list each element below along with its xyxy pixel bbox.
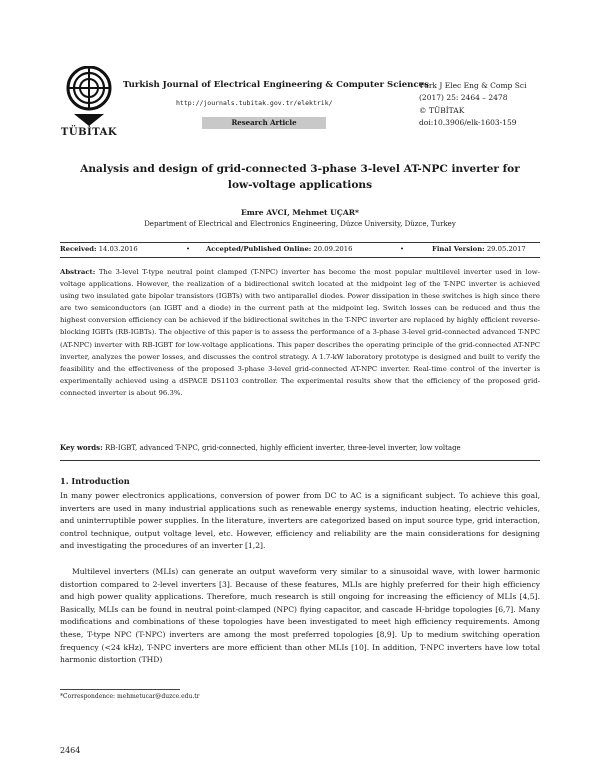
abstract-text: The 3-level T-type neutral point clamped (T-NPC) inverter has become the most popular multilevel inverter used in low-voltage applications. However, the realization of a bidirectional switch located at the midpoint leg of the T-NPC inverter is achieved using two insulated gate bipolar transistors (IGBTs) with two antiparallel diodes. Power dissipation in these switches is high since there are two semiconductors (an IGBT and a diode) in the current path at the midpoint leg. Switch losses can be reduced and thus the highest conversion efficiency can be achieved if the bidirectional switches in the T-NPC inverter are replaced by highly efficient reverse-blocking IGBTs (RB-IGBTs). The objective of this paper is to assess the performance of a 3-phase 3-level grid-connected advanced T-NPC (AT-NPC) inverter with RB-IGBT for low-voltage applications. This paper describes the operating principle of the grid-connected AT-NPC inverter, analyzes the power losses, and discusses the control strategy. A 1.7-kW laboratory prototype is designed and built to verify the feasibility and the effectiveness of the proposed 3-phase 3-level grid-connected AT-NPC inverter. Real-time control of the inverter is experimentally achieved using a dSPACE DS1103 controller. The experimental results show that the efficiency of the proposed grid-connected inverter is about 96.3%.: [60, 268, 540, 397]
journal-title: Turkish Journal of Electrical Engineering & Computer Sciences: [123, 80, 429, 90]
section-heading-introduction: 1. Introduction: [60, 476, 130, 486]
authors: Emre AVCI, Mehmet UÇAR*: [240, 208, 360, 217]
title-line-1: Analysis and design of grid-connected 3-phase 3-level AT-NPC inverter for: [80, 163, 520, 175]
dates-row: [60, 243, 540, 257]
abstract: [60, 266, 540, 399]
logo-wordmark: TÜBİTAK: [60, 127, 118, 138]
keywords-text: RB-IGBT, advanced T-NPC, grid-connected, highly efficient inverter, three-level inverter, low voltage: [104, 444, 461, 452]
final-date: 29.05.2017: [486, 245, 526, 253]
intro-paragraph-1: In many power electronics applications, conversion of power from DC to AC is a significant subject. To achieve this goal, inverters are used in many industrial applications such as renewable energy systems, induction heating, electric vehicles, and uninterruptible power supplies. In the literature, inverters are categorized based on input source type, grid interaction, control technique, output voltage level, etc. However, efficiency and reliability are the main considerations for designing and investigating the procedures of an inverter [1,2].: [60, 491, 540, 551]
accepted-label: Accepted/Published Online:: [206, 245, 312, 253]
correspondence-footnote: *Correspondence: mehmetucar@duzce.edu.tr: [60, 693, 200, 700]
footnote-rule: [60, 689, 180, 690]
title-line-2: low-voltage applications: [227, 179, 373, 191]
tubitak-logo-icon: [64, 66, 114, 130]
received-label: Received:: [60, 245, 97, 253]
journal-url-link[interactable]: http://journals.tubitak.gov.tr/elektrik/: [176, 99, 333, 107]
citation-journal: Turk J Elec Eng & Comp Sci: [419, 81, 527, 90]
keywords: [60, 443, 540, 452]
article-type-badge: Research Article: [202, 117, 326, 129]
affiliation: Department of Electrical and Electronics Engineering, Düzce University, Düzce, Turkey: [144, 220, 456, 228]
abstract-label: Abstract:: [60, 268, 96, 276]
date-bullet: •: [400, 245, 405, 253]
intro-paragraph-2: Multilevel inverters (MLIs) can generate an output waveform very similar to a sinusoidal wave, with lower harmonic distortion compared to 2-level inverters [3]. Because of these features, MLIs are highly preferred for their high efficiency and high power quality applications. Therefore, much research is still ongoing for increasing the efficiency of MLIs [4,5]. Basically, MLIs can be found in neutral point-clamped (NPC) flying capacitor, and cascade H-bridge topologies [6,7]. Many modifications and combinations of these topologies have been investigated to meet high efficiency requirements. Among these, T-type NPC (T-NPC) inverters are among the most preferred topologies [8,9]. Up to medium switching operation frequency (<24 kHz), T-NPC inverters are more efficient than other MLIs [10]. In addition, T-NPC inverters have low total harmonic distortion (THD): [60, 567, 540, 665]
keywords-rule: [60, 460, 540, 461]
citation-doi[interactable]: doi:10.3906/elk-1603-159: [419, 117, 517, 127]
citation-volume: (2017) 25: 2464 – 2478: [419, 93, 508, 103]
date-bullet: •: [186, 245, 191, 253]
article-title: [72, 161, 528, 193]
keywords-label: Key words:: [60, 443, 103, 452]
accepted-date: 20.09.2016: [313, 245, 353, 253]
dates-bottom-rule: [60, 257, 540, 258]
final-label: Final Version:: [432, 245, 485, 253]
received-date: 14.03.2016: [98, 245, 138, 253]
citation-block: [419, 80, 526, 129]
citation-copyright: © TÜBİTAK: [419, 105, 465, 115]
page-number: 2464: [60, 746, 81, 755]
